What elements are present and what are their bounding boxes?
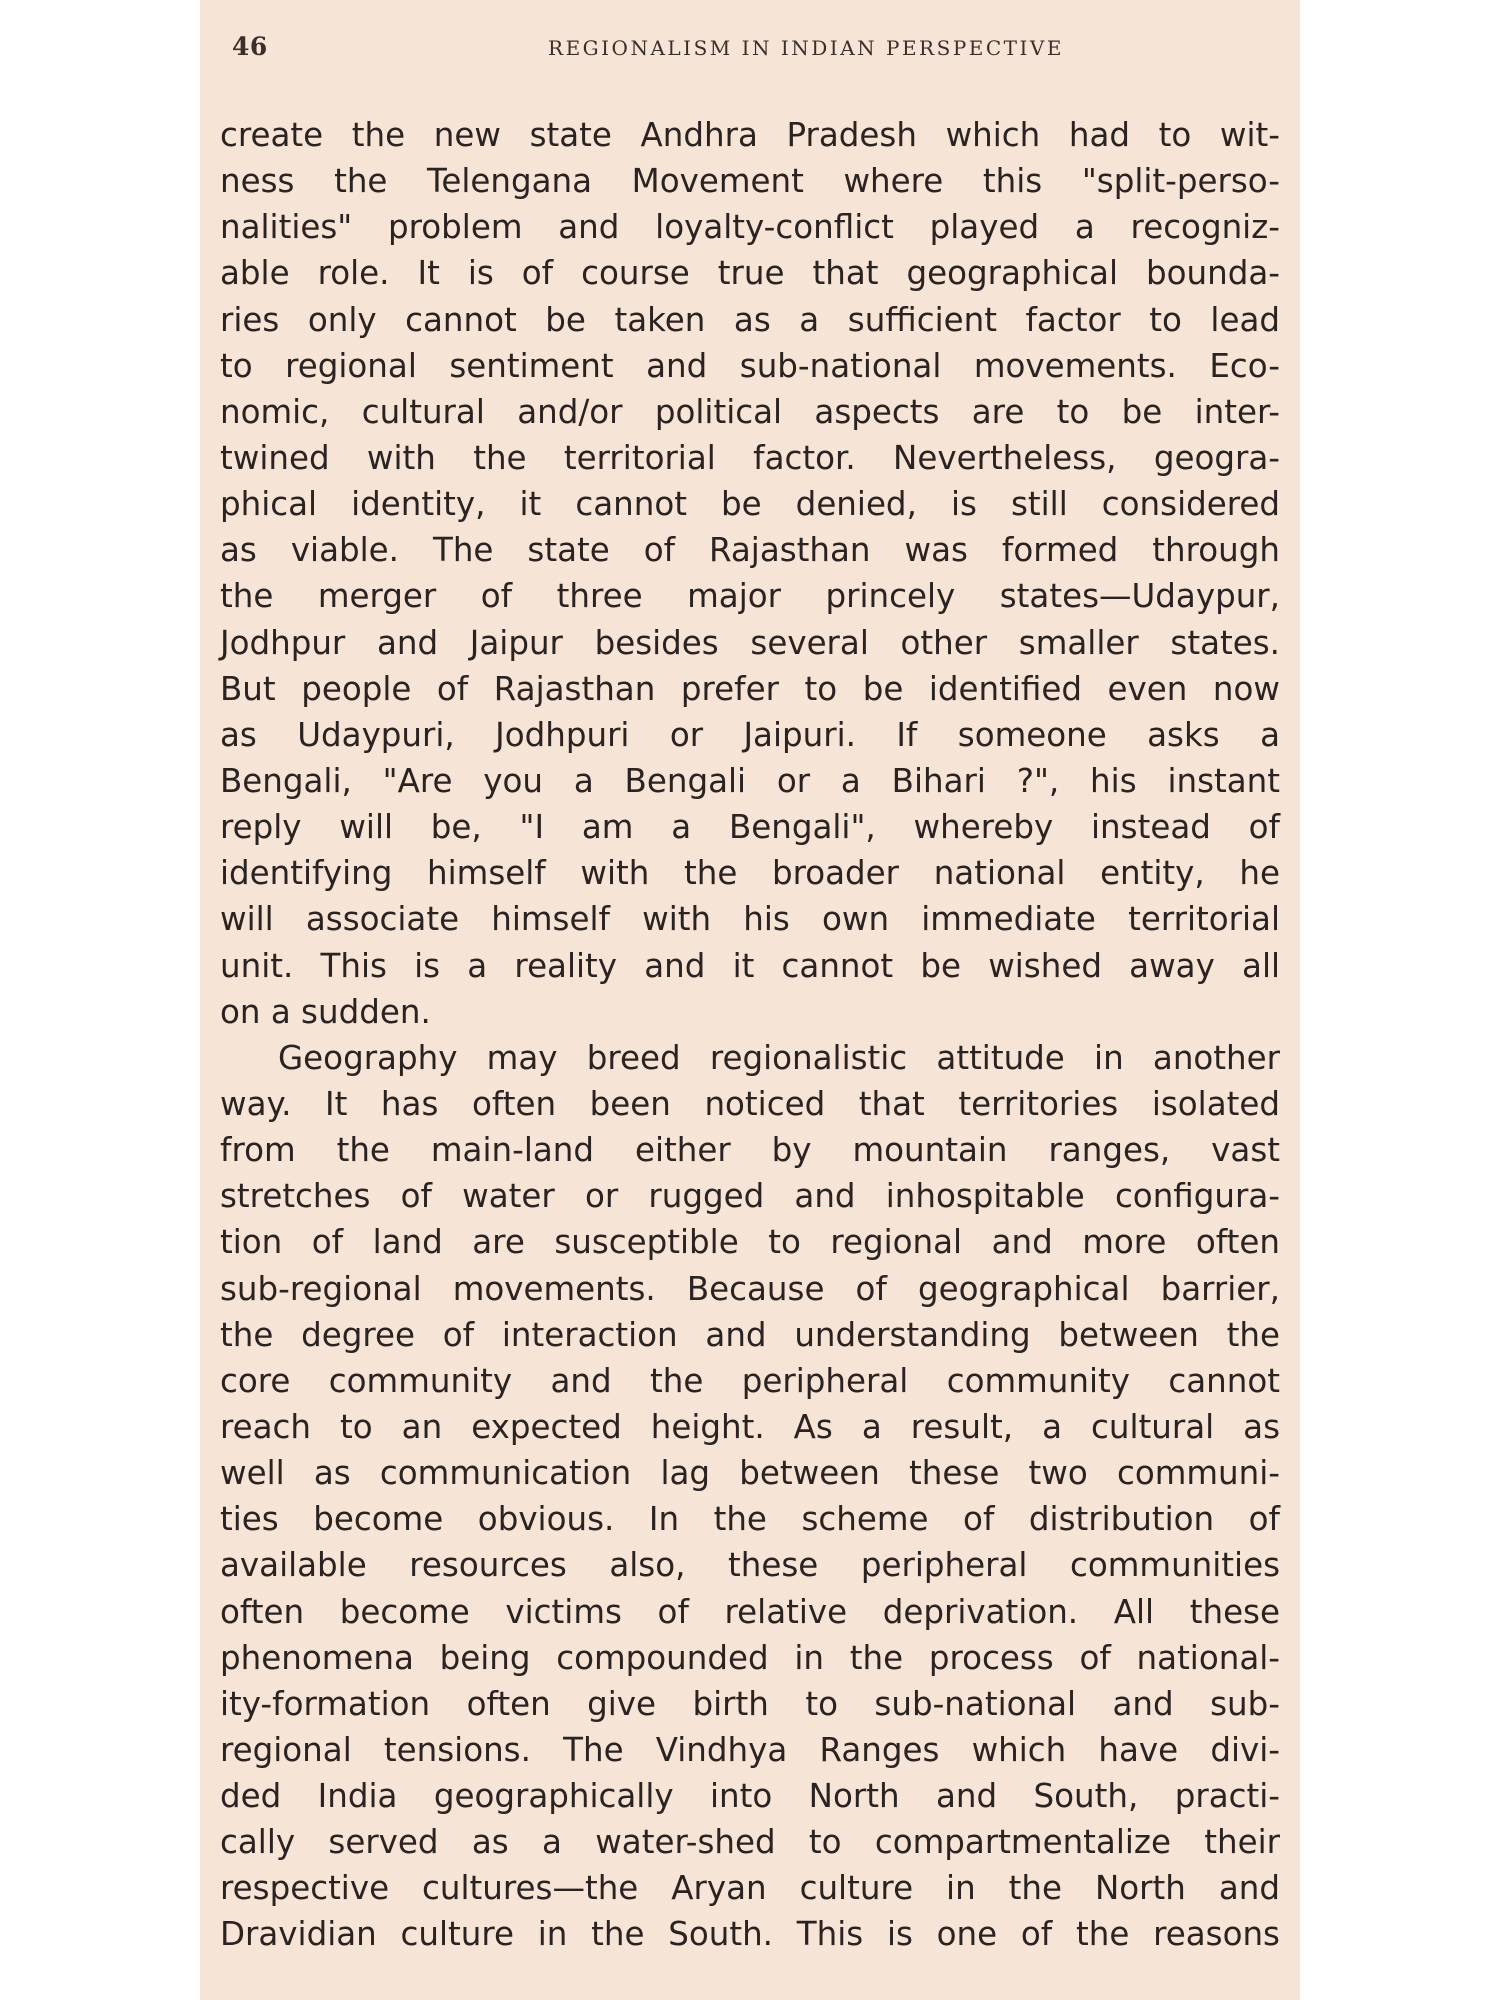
text-line: nalities" problem and loyalty-conflict played a recogniz- xyxy=(220,208,1280,247)
text-line: tion of land are susceptible to regional and more often xyxy=(220,1223,1280,1262)
text-line: nomic, cultural and/or political aspects are to be inter- xyxy=(220,392,1280,431)
text-line: identifying himself with the broader national entity, he xyxy=(220,854,1280,893)
text-line: reply will be, "I am a Bengali", whereby instead of xyxy=(220,808,1280,847)
text-line: way. It has often been noticed that territories isolated xyxy=(220,1084,1280,1123)
text-line: twined with the territorial factor. Nevertheless, geogra- xyxy=(220,438,1280,477)
text-line: create the new state Andhra Pradesh which had to wit- xyxy=(220,116,1280,154)
text-line: cally served as a water-shed to compartmentalize their xyxy=(220,1823,1280,1862)
text-line: phenomena being compounded in the process of national- xyxy=(220,1638,1280,1677)
text-line: the degree of interaction and understanding between the xyxy=(220,1315,1280,1354)
text-line: Jodhpur and Jaipur besides several other smaller states. xyxy=(220,623,1280,662)
paragraph-1 xyxy=(220,112,1280,1035)
text-line: well as communication lag between these two communi- xyxy=(220,1454,1280,1493)
text-line: able role. It is of course true that geographical bounda- xyxy=(220,254,1280,293)
text-line: core community and the peripheral community cannot xyxy=(220,1361,1280,1400)
text-line: ties become obvious. In the scheme of distribution of xyxy=(220,1500,1280,1539)
text-line: ded India geographically into North and South, practi- xyxy=(220,1777,1280,1816)
running-header xyxy=(232,30,1260,70)
text-line: on a sudden. xyxy=(220,992,431,1031)
text-line: Geography may breed regionalistic attitude in another xyxy=(278,1038,1280,1077)
text-line: as viable. The state of Rajasthan was formed through xyxy=(220,531,1280,570)
text-line: available resources also, these peripheral communities xyxy=(220,1546,1280,1585)
text-line: ity-formation often give birth to sub-national and sub- xyxy=(220,1684,1280,1723)
body-text xyxy=(220,112,1280,1958)
text-line: stretches of water or rugged and inhospitable configura- xyxy=(220,1177,1280,1216)
book-page xyxy=(200,0,1300,2000)
text-line: Dravidian culture in the South. This is one of the reasons xyxy=(220,1915,1280,1954)
text-line: the merger of three major princely states—Udaypur, xyxy=(220,577,1280,616)
text-line: unit. This is a reality and it cannot be wished away all xyxy=(220,946,1280,985)
text-line: from the main-land either by mountain ranges, vast xyxy=(220,1131,1280,1170)
text-line: ness the Telengana Movement where this "split-perso- xyxy=(220,162,1280,201)
page-number: 46 xyxy=(232,32,268,61)
text-line: But people of Rajasthan prefer to be identified even now xyxy=(220,669,1280,708)
text-line: will associate himself with his own immediate territorial xyxy=(220,900,1280,939)
text-line: Bengali, "Are you a Bengali or a Bihari ?", his instant xyxy=(220,761,1280,800)
paragraph-2 xyxy=(220,1035,1280,1958)
text-line: to regional sentiment and sub-national movements. Eco- xyxy=(220,346,1280,385)
running-title: REGIONALISM IN INDIAN PERSPECTIVE xyxy=(548,36,1064,60)
text-line: often become victims of relative deprivation. All these xyxy=(220,1592,1280,1631)
text-line: as Udaypuri, Jodhpuri or Jaipuri. If someone asks a xyxy=(220,715,1280,754)
text-line: respective cultures—the Aryan culture in the North and xyxy=(220,1869,1280,1908)
text-line: ries only cannot be taken as a sufficient factor to lead xyxy=(220,300,1280,339)
text-line: regional tensions. The Vindhya Ranges which have divi- xyxy=(220,1730,1280,1769)
text-line: reach to an expected height. As a result, a cultural as xyxy=(220,1407,1280,1446)
text-line: phical identity, it cannot be denied, is still considered xyxy=(220,485,1280,524)
text-line: sub-regional movements. Because of geographical barrier, xyxy=(220,1269,1280,1308)
